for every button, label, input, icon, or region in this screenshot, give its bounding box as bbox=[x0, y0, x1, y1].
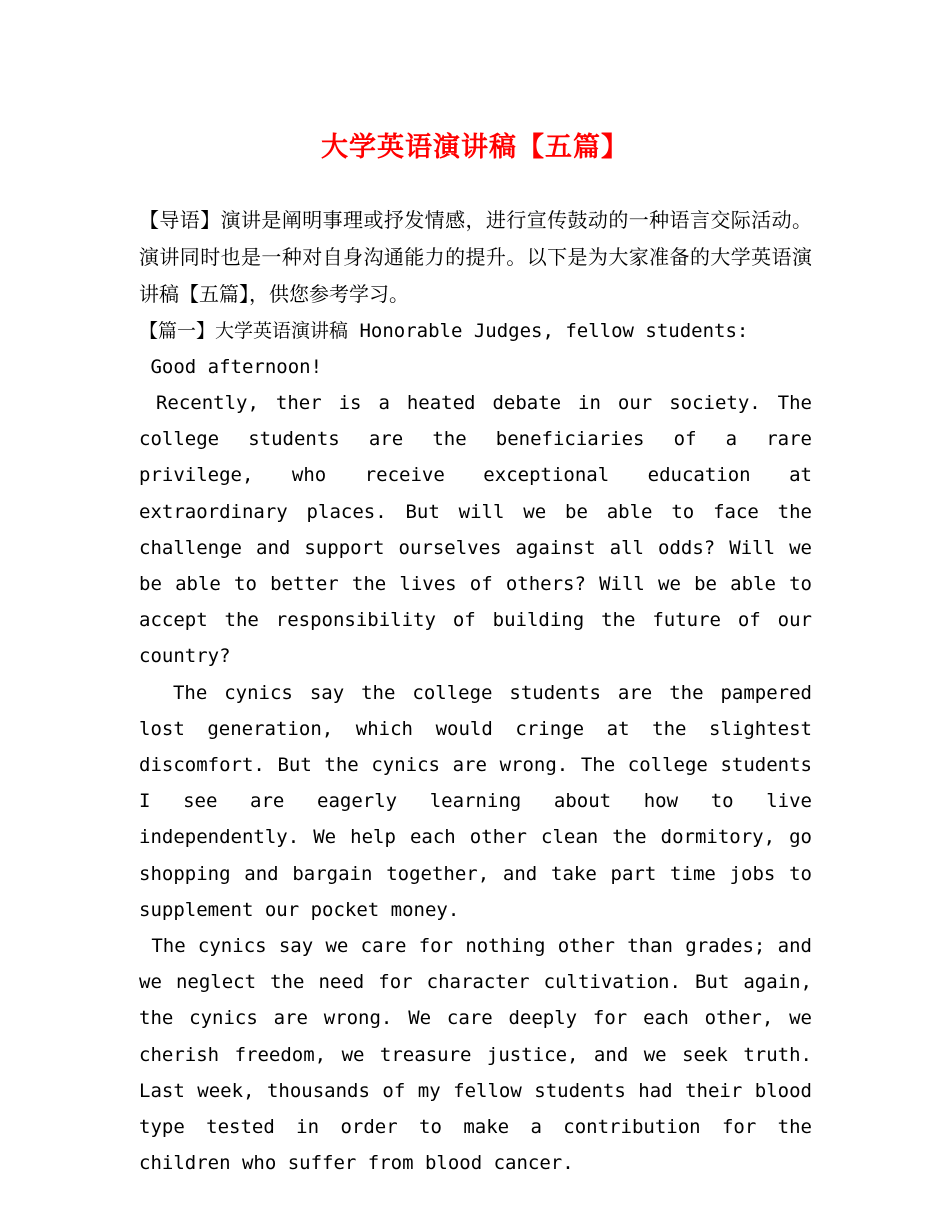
intro-paragraph: 【导语】演讲是阐明事理或抒发情感，进行宣传鼓动的一种语言交际活动。演讲同时也是一种对自身沟通能力的提升。以下是为大家准备的大学英语演讲稿【五篇】，供您参考学习。 bbox=[139, 208, 812, 306]
body-paragraph: Recently, ther is a heated debate in our society. The college students are the beneficiaries of a rare privilege, who receive exceptional education at extraordinary places. But will we be able to face the challenge and support ourselves against all odds? Will we be able to better the lives of others? Will we be able to accept the responsibility of building the future of our country? bbox=[139, 392, 824, 668]
body-paragraph: The cynics say the college students are the pampered lost generation, which would cringe at the slightest discomfort. But the cynics are wrong. The college students I see are eagerly learning about how to live independently. We help each other clean the dormitory, go shopping and bargain together, and take part time jobs to supplement our pocket money. bbox=[139, 681, 824, 921]
document-title: 大学英语演讲稿【五篇】 bbox=[321, 132, 629, 163]
section-heading: 【篇一】大学英语演讲稿 Honorable Judges, fellow students: bbox=[139, 320, 749, 342]
body-paragraph: The cynics say we care for nothing other than grades; and we neglect the need for character cultivation. But again, the cynics are wrong. We care deeply for each other, we cherish freedom, we treasure justice, and we seek truth. Last week, thousands of my fellow students had their blood type tested in order to make a contribution for the children who suffer from blood cancer. bbox=[139, 935, 824, 1175]
greeting-paragraph: Good afternoon! bbox=[139, 356, 323, 378]
document-body bbox=[139, 202, 824, 1181]
